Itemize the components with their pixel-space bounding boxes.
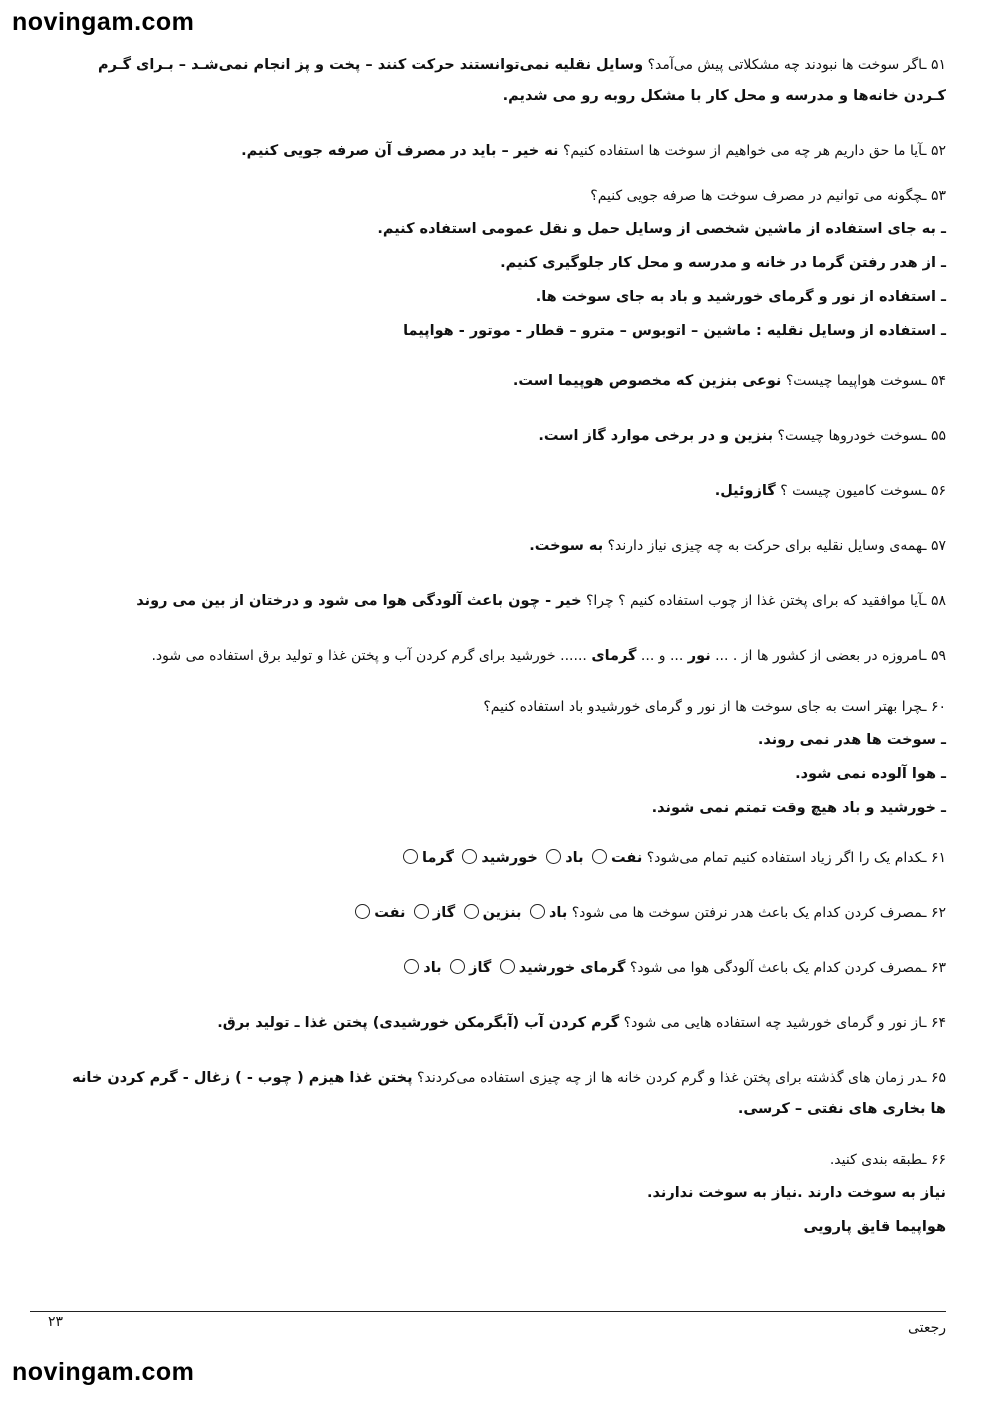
answer-text: گرم کردن آب (آبگرمکن خورشیدی) پختن غذا ـ تولید برق.: [217, 1015, 620, 1031]
answer-item: ـ خورشید و باد هیچ وقت تمتم نمی شوند.: [651, 800, 946, 816]
question-text: در زمان های گذشته برای پختن غذا و گرم کردن خانه ها از چه چیزی استفاده می‌کردند؟: [417, 1070, 923, 1086]
page-number: ۲۳: [48, 1314, 64, 1330]
question-number: ۶۰ ـ: [922, 699, 946, 715]
question-number: ۵۱ ـ: [922, 57, 946, 73]
question-text: اگر سوخت ها نبودند چه مشکلاتی پیش می‌آمد؟: [647, 57, 923, 73]
question-text: ... و ...: [636, 648, 688, 664]
question-53: [52, 181, 946, 212]
watermark-top: novingam.com: [12, 8, 195, 36]
question-66: [52, 1145, 946, 1176]
option-circle-icon[interactable]: [546, 849, 561, 864]
question-65: [52, 1063, 946, 1125]
question-60: [52, 692, 946, 723]
answer-text: به سوخت.: [529, 538, 604, 554]
question-number: ۵۵ ـ: [922, 428, 946, 444]
classification-line: نیاز به سوخت دارند .نیاز به سوخت ندارند.: [647, 1185, 946, 1201]
option-label: نفت: [611, 850, 643, 866]
option-circle-icon[interactable]: [355, 904, 370, 919]
blank-answer: گرمای: [591, 648, 637, 664]
watermark-bottom: novingam.com: [12, 1358, 195, 1386]
option-circle-icon[interactable]: [592, 849, 607, 864]
answer-item: ـ استفاده از وسایل نقلیه : ماشین – اتوبوس – مترو – قطار - موتور - هواپیما: [403, 323, 946, 339]
option-label: باد: [548, 905, 568, 921]
answer-text: وسایل نقلیه نمی‌توانستند حرکت کنند – پخت و پز انجام نمی‌شـد – بـرای گـرم کـردن خانه‌ها و مدرسه و محل کار با مشکل روبه رو می شدیم.: [97, 57, 946, 104]
question-number: ۶۵ ـ: [922, 1070, 946, 1086]
question-number: ۶۴ ـ: [922, 1015, 946, 1031]
option-circle-icon[interactable]: [464, 904, 479, 919]
option-circle-icon[interactable]: [403, 849, 418, 864]
question-number: ۶۲ ـ: [922, 905, 946, 921]
author-name: رجعتی: [907, 1320, 946, 1336]
option-circle-icon[interactable]: [500, 959, 515, 974]
option-label: گرمای خورشید: [518, 960, 626, 976]
option-circle-icon[interactable]: [414, 904, 429, 919]
question-number: ۵۴ ـ: [922, 373, 946, 389]
question-58: [52, 586, 946, 617]
answer-item: ـ هوا آلوده نمی شود.: [795, 766, 946, 782]
question-number: ۶۶ ـ: [922, 1152, 946, 1168]
question-text: مصرف کردن کدام یک باعث هدر نرفتن سوخت ها می شود؟: [571, 905, 923, 921]
question-59: [52, 641, 946, 672]
question-number: ۵۶ ـ: [922, 483, 946, 499]
question-number: ۶۱ ـ: [922, 850, 946, 866]
question-57: [52, 531, 946, 562]
option-circle-icon[interactable]: [530, 904, 545, 919]
question-text: چگونه می توانیم در مصرف سوخت ها صرفه جویی کنیم؟: [590, 188, 923, 204]
option-circle-icon[interactable]: [404, 959, 419, 974]
question-63: [52, 953, 946, 984]
answer-text: پختن غذا هیزم ( چوب - ) زغال - گرم کردن خانه ها بخاری های نفتی – کرسی.: [72, 1070, 946, 1117]
option-label: باد: [423, 960, 442, 976]
question-text: همه‌ی وسایل نقلیه برای حرکت به چه چیزی نیاز دارند؟: [607, 538, 923, 554]
answer-text: خیر - چون باعث آلودگی هوا می شود و درختان از بین می روند: [136, 593, 582, 609]
option-circle-icon[interactable]: [462, 849, 477, 864]
answer-text: گازوئیل.: [714, 483, 776, 499]
question-54: [52, 366, 946, 397]
question-51: [52, 50, 946, 112]
option-circle-icon[interactable]: [450, 959, 465, 974]
worksheet-content: [52, 50, 946, 1244]
question-text: سوخت هواپیما چیست؟: [785, 373, 923, 389]
answer-item: ـ سوخت ها هدر نمی روند.: [757, 732, 946, 748]
option-label: بنزین: [482, 905, 522, 921]
answer-text: نه خیر – باید در مصرف آن صرفه جویی کنیم.: [241, 143, 559, 159]
question-text: از نور و گرمای خورشید چه استفاده هایی می شود؟: [623, 1015, 923, 1031]
answer-item: ـ استفاده از نور و گرمای خورشید و باد به جای سوخت ها.: [535, 289, 946, 305]
question-number: ۵۷ ـ: [922, 538, 946, 554]
question-62: [52, 898, 946, 929]
classification-line: هواپیما قایق پارویی: [803, 1219, 946, 1235]
question-61: [52, 843, 946, 874]
option-label: گرما: [422, 850, 454, 866]
question-text: ...... خورشید برای گرم کردن آب و پختن غذا و تولید برق استفاده می شود.: [151, 648, 592, 664]
question-text: امروزه در بعضی از کشور ها از . ...: [710, 648, 923, 664]
question-64: [52, 1008, 946, 1039]
question-text: مصرف کردن کدام یک باعث آلودگی هوا می شود؟: [629, 960, 923, 976]
option-label: خورشید: [481, 850, 538, 866]
question-number: ۵۲ ـ: [922, 143, 946, 159]
question-number: ۵۸ ـ: [922, 593, 946, 609]
answer-text: نوعی بنزین که مخصوص هوپیما است.: [512, 373, 782, 389]
question-number: ۵۹ ـ: [922, 648, 946, 664]
question-52: [52, 136, 946, 167]
question-number: ۵۳ ـ: [922, 188, 946, 204]
question-56: [52, 476, 946, 507]
answer-text: بنزین و در برخی موارد گاز است.: [538, 428, 774, 444]
question-text: آیا ما حق داریم هر چه می خواهیم از سوخت ها استفاده کنیم؟: [562, 143, 923, 159]
answer-item: ـ از هدر رفتن گرما در خانه و مدرسه و محل کار جلوگیری کنیم.: [500, 255, 946, 271]
question-text: سوخت خودروها چیست؟: [777, 428, 923, 444]
blank-answer: نور: [687, 648, 711, 664]
option-label: باد: [565, 850, 584, 866]
option-label: گاز: [469, 960, 492, 976]
question-text: چرا بهتر است به جای سوخت ها از نور و گرمای خورشیدو باد استفاده کنیم؟: [483, 699, 923, 715]
option-label: نفت: [374, 905, 406, 921]
question-text: کدام یک را اگر زیاد استفاده کنیم تمام می‌شود؟: [646, 850, 923, 866]
question-55: [52, 421, 946, 452]
question-number: ۶۳ ـ: [922, 960, 946, 976]
question-text: آیا موافقید که برای پختن غذا از چوب استفاده کنیم ؟ چرا؟: [585, 593, 923, 609]
option-label: گاز: [432, 905, 456, 921]
question-text: سوخت کامیون چیست ؟: [780, 483, 923, 499]
footer-divider: [30, 1311, 946, 1312]
answer-item: ـ به جای استفاده از ماشین شخصی از وسایل حمل و نقل عمومی استفاده کنیم.: [377, 221, 946, 237]
question-text: طبقه بندی کنید.: [829, 1152, 923, 1168]
